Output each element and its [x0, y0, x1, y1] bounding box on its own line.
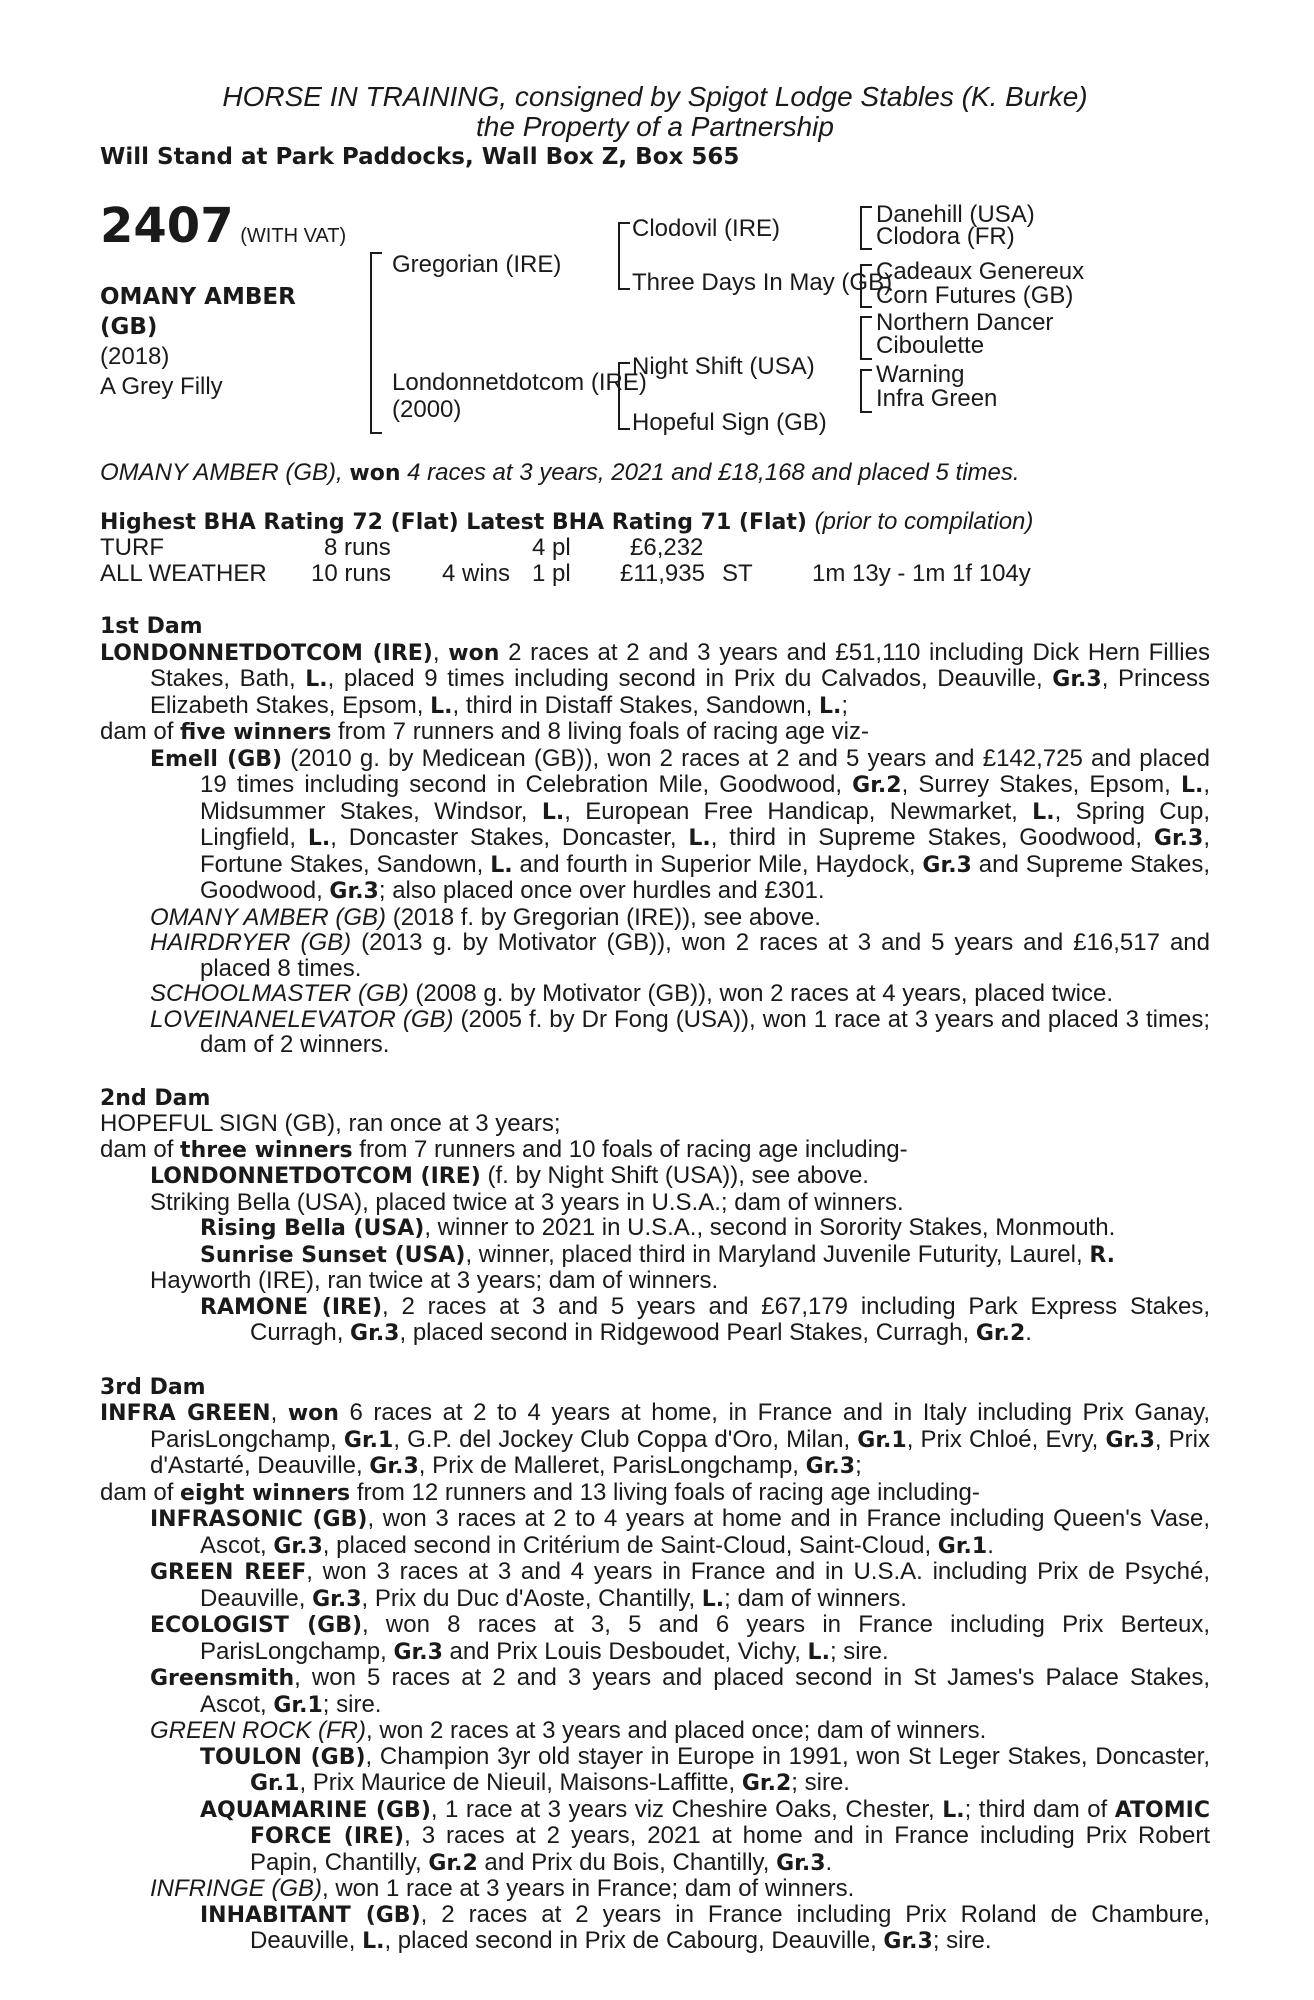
text-run: Gr.3	[312, 1586, 362, 1612]
stat-places: 1 pl	[532, 559, 571, 587]
catalogue-page	[100, 82, 1210, 1955]
perf-text: 4 races at 3 years, 2021 and £18,168 and placed 5 times.	[400, 459, 1020, 486]
text-run: L.	[430, 693, 453, 719]
rating-text: Highest BHA Rating 72 (Flat) Latest BHA Rating 71 (Flat)	[100, 509, 807, 535]
vat-note: (WITH VAT)	[240, 225, 347, 247]
stat-distance: 1m 13y - 1m 1f 104y	[812, 559, 1031, 587]
text-run: Gr.3	[329, 879, 379, 904]
text-run: , placed 9 times including second in Prix du Calvados, Deauville,	[327, 665, 1053, 692]
stat-wins: 4 wins	[442, 559, 511, 587]
pedigree-brace	[618, 222, 630, 290]
first-dam-section	[100, 614, 1210, 1058]
text-run: Emell (GB)	[150, 746, 283, 772]
text-run: dam of	[100, 718, 181, 745]
pedigree-dam-year: (2000)	[392, 396, 462, 423]
text-run: , European Free Handicap, Newmarket,	[564, 797, 1033, 825]
text-run: INHABITANT (GB)	[200, 1902, 421, 1928]
stat-label: ALL WEATHER	[100, 559, 267, 587]
text-run: (2018 f. by Gregorian (IRE)), see above.	[386, 903, 821, 931]
produce-entry-green-rock	[100, 1718, 1210, 1744]
text-run: , Spring Cup, Lingfield,	[200, 797, 1211, 851]
text-run: , Midsummer Stakes, Windsor,	[200, 771, 1210, 825]
text-run: , Prix de Malleret, ParisLongchamp,	[418, 1452, 806, 1479]
pedigree-block	[100, 198, 1210, 442]
text-run: , Fortune Stakes, Sandown,	[200, 824, 1210, 878]
text-run: Gr.2	[852, 773, 902, 798]
text-run: Gr.1	[343, 1427, 394, 1453]
horse-year: (2018)	[100, 343, 170, 370]
text-run: , placed second in Ridgewood Pearl Stakes, Curragh,	[399, 1319, 976, 1346]
text-run: (2005 f. by Dr Fong (USA)), won 1 race at 3 years and placed 3 times; dam of 2 winners.	[200, 1005, 1210, 1058]
text-run: ; also placed once over hurdles and £301.	[378, 877, 825, 904]
text-run: ;	[841, 691, 849, 719]
text-run: , Princess Elizabeth Stakes, Epsom,	[150, 665, 1210, 719]
text-run: Gr.3	[883, 1929, 933, 1954]
pedigree-brace	[370, 252, 382, 434]
text-run: Gr.3	[273, 1533, 323, 1559]
text-run: ATOMIC FORCE (IRE)	[250, 1797, 1210, 1849]
text-run: , 2 races at 3 and 5 years and £67,179 including Park Express Stakes, Curragh,	[250, 1292, 1210, 1346]
text-run: Gr.3	[1105, 1427, 1155, 1453]
text-run: INFRINGE (GB)	[150, 1875, 322, 1902]
text-run: HAIRDRYER (GB)	[150, 929, 352, 956]
text-run: from 12 runners and 13 living foals of racing age including-	[350, 1478, 980, 1506]
text-run: , winner to 2021 in U.S.A., second in Sorority Stakes, Monmouth.	[424, 1214, 1116, 1241]
text-run: , winner, placed third in Maryland Juvenile Futurity, Laurel,	[465, 1240, 1090, 1268]
produce-entry-striking-bella: Striking Bella (USA), placed twice at 3 years in U.S.A.; dam of winners.	[150, 1188, 904, 1216]
produce-entry-schoolmaster	[100, 981, 1210, 1007]
text-run: , Prix Maurice de Nieuil, Maisons-Laffitte,	[299, 1769, 742, 1796]
text-run: INFRASONIC (GB)	[150, 1507, 368, 1532]
lot-number-value: 2407	[100, 198, 234, 254]
text-run: ; third dam of	[964, 1795, 1115, 1823]
produce-summary	[100, 1480, 1210, 1507]
produce-entry-rising-bella	[100, 1215, 1210, 1242]
text-run: L.	[1032, 799, 1055, 825]
text-run: R.	[1089, 1242, 1116, 1268]
text-run: , third in Distaff Stakes, Sandown,	[452, 691, 819, 719]
text-run: ;	[855, 1452, 862, 1479]
text-run: .	[987, 1531, 994, 1559]
stat-prize: £6,232	[630, 534, 704, 561]
horse-description: A Grey Filly	[100, 373, 223, 400]
produce-entry-greensmith	[100, 1665, 1210, 1718]
text-run: Gr.2	[741, 1771, 792, 1796]
text-run: eight winners	[180, 1480, 351, 1506]
text-run: L.	[807, 1639, 830, 1665]
text-run: , placed second in Critérium de Saint-Cloud, Saint-Cloud,	[322, 1531, 938, 1559]
pedigree-ddd: Infra Green	[876, 385, 998, 412]
text-run: Gr.3	[1153, 826, 1204, 851]
pedigree-sds: Cadeaux Genereux	[876, 258, 1085, 285]
text-run: , 2 races at 2 years in France including Prix Roland de Chambure, Deauville,	[250, 1900, 1210, 1954]
text-run: L.	[1180, 773, 1204, 798]
produce-entry-infrasonic	[100, 1506, 1210, 1559]
pedigree-dam: Londonnetdotcom (IRE)	[392, 369, 647, 396]
text-run: , Surrey Stakes, Epsom,	[901, 771, 1181, 798]
stats-row-aw	[100, 561, 1210, 587]
text-run: 6 races at 2 to 4 years at home, in France and in Italy including Prix Ganay, ParisLongchamp,	[150, 1399, 1210, 1453]
text-run: (2013 g. by Motivator (GB)), won 2 races at 3 and 5 years and £16,517 and placed 8 times.	[200, 929, 1210, 982]
text-run: Gr.3	[805, 1454, 856, 1479]
text-run: , Champion 3yr old stayer in Europe in 1991, won St Leger Stakes, Doncaster,	[365, 1742, 1210, 1770]
pedigree-dam-dam: Hopeful Sign (GB)	[632, 409, 827, 436]
text-run: Gr.1	[937, 1533, 988, 1559]
text-run: , 1 race at 3 years viz Cheshire Oaks, Chester,	[430, 1795, 943, 1823]
stat-surface: ST	[722, 559, 753, 587]
text-run: OMANY AMBER (GB)	[150, 903, 387, 931]
pedigree-brace	[860, 206, 872, 250]
stat-label: TURF	[100, 534, 164, 561]
section-heading: 3rd Dam	[100, 1374, 206, 1400]
produce-entry-sunrise-sunset	[100, 1242, 1210, 1269]
text-run: L.	[362, 1929, 385, 1954]
text-run: .	[1025, 1319, 1032, 1346]
text-run: (f. by Night Shift (USA)), see above.	[480, 1162, 869, 1189]
pedigree-brace	[860, 316, 872, 360]
text-run: , won 3 races at 2 to 4 years at home and in France including Queen's Vase, Ascot,	[200, 1505, 1210, 1559]
produce-summary	[100, 1137, 1210, 1164]
text-run: Gr.2	[428, 1850, 478, 1876]
text-run: , Prix Chloé, Evry,	[906, 1425, 1106, 1453]
produce-entry-londonnetdotcom	[100, 1163, 1210, 1190]
text-run: Gr.1	[273, 1692, 323, 1718]
section-heading: 1st Dam	[100, 614, 203, 639]
rating-note: (prior to compilation)	[814, 507, 1034, 535]
text-run: RAMONE (IRE)	[200, 1294, 383, 1320]
text-run: five winners	[180, 720, 332, 745]
text-run: Gr.3	[776, 1850, 826, 1876]
stat-runs: 8 runs	[324, 534, 391, 561]
text-run: ; sire.	[322, 1690, 382, 1718]
text-run: Gr.3	[922, 852, 972, 878]
produce-entry-aquamarine: AQUAMARINE (GB), 1 race at 3 years viz Cheshire Oaks, Chester, L.; third dam of ATOMIC FORCE (IRE), 3 races at 2 years, 2021 at home and in France including Prix Robert Papin, Chantilly, Gr.2 and Prix du Bois, Chantilly, Gr.3.	[200, 1795, 1210, 1876]
pedigree-dds: Warning	[876, 361, 965, 388]
text-run: L.	[305, 667, 328, 692]
dam-entry: INFRA GREEN, won 6 races at 2 to 4 years at home, in France and in Italy including Prix Ganay, ParisLongchamp, Gr.1, G.P. del Jockey Club Coppa d'Oro, Milan, Gr.1, Prix Chloé, Evry, Gr.3, Prix d'Astarté, Deauville, Gr.3, Prix de Malleret, ParisLongchamp, Gr.3;	[100, 1399, 1211, 1479]
text-run: GREEN ROCK (FR)	[150, 1717, 366, 1744]
pedigree-sire-sire: Clodovil (IRE)	[632, 215, 781, 242]
text-run: , won 8 races at 3, 5 and 6 years in France including Prix Berteux, ParisLongchamp,	[200, 1611, 1210, 1665]
section-heading: 2nd Dam	[100, 1085, 211, 1111]
text-run: and Prix Louis Desboudet, Vichy,	[442, 1637, 808, 1665]
text-run: GREEN REEF	[150, 1560, 307, 1585]
text-run: , won 5 races at 2 and 3 years and placed second in St James's Palace Stakes, Ascot,	[200, 1664, 1210, 1718]
text-run: and Supreme Stakes, Goodwood,	[200, 850, 1211, 904]
stats-row-turf	[100, 535, 1210, 561]
consignor-text: HORSE IN TRAINING, consigned by Spigot Lodge Stables (K. Burke)	[222, 81, 1088, 112]
text-run: , won 3 races at 3 and 4 years in France and in U.S.A. including Prix de Psyché, Deauville,	[200, 1558, 1210, 1612]
text-run: L.	[688, 826, 711, 851]
text-run: Gr.3	[369, 1454, 419, 1479]
text-run: ECOLOGIST (GB)	[150, 1613, 363, 1638]
text-run: Gr.1	[250, 1771, 300, 1796]
pedigree-brace	[860, 264, 872, 308]
horse-country: (GB)	[100, 314, 158, 340]
produce-entry-infringe	[100, 1876, 1210, 1902]
perf-horse: OMANY AMBER (GB)	[100, 459, 337, 486]
pedigree-sire-dam: Three Days In May (GB)	[632, 269, 893, 296]
text-run: ; sire.	[791, 1769, 850, 1796]
produce-entry-omany	[100, 905, 1210, 931]
produce-entry-inhabitant	[100, 1902, 1210, 1955]
text-run: ; dam of winners.	[724, 1584, 907, 1612]
consignor-line	[100, 82, 1210, 142]
text-run: (2010 g. by Medicean (GB)), won 2 races at 2 and 5 years and £142,725 and placed 19 times including second in Celebration Mile, Goodwood,	[200, 744, 1210, 798]
text-run: Gr.2	[975, 1321, 1026, 1346]
text-run: , won 1 race at 3 years in France; dam of winners.	[322, 1875, 855, 1902]
produce-entry-green-reef	[100, 1559, 1210, 1612]
text-run: from 7 runners and 10 foals of racing age including-	[352, 1135, 908, 1163]
text-run: 2 races at 2 and 3 years and £51,110 including Dick Hern Fillies Stakes, Bath,	[150, 638, 1210, 692]
text-run: dam of	[100, 1478, 181, 1506]
text-run: Sunrise Sunset (USA)	[200, 1242, 466, 1268]
pedigree-sire: Gregorian (IRE)	[392, 251, 562, 278]
produce-entry-toulon	[100, 1744, 1210, 1797]
text-run: LONDONNETDOTCOM (IRE)	[150, 1164, 481, 1189]
produce-summary	[100, 719, 1210, 746]
horse-name: OMANY AMBER	[100, 284, 296, 310]
text-run: , won 2 races at 3 years and placed once; dam of winners.	[366, 1717, 987, 1744]
text-run: L.	[490, 852, 513, 878]
stat-prize: £11,935	[620, 559, 705, 587]
text-run: Gr.3	[1052, 667, 1102, 692]
owner-text: the Property of a Partnership	[476, 111, 834, 142]
text-run: won	[448, 640, 500, 666]
text-run: Gr.1	[857, 1427, 907, 1453]
text-run: ; sire.	[932, 1927, 992, 1954]
text-run: , Doncaster Stakes, Doncaster,	[330, 824, 689, 851]
text-run: , Prix d'Astarté, Deauville,	[150, 1425, 1211, 1479]
stat-places: 4 pl	[532, 534, 571, 561]
perf-won: won	[349, 461, 401, 486]
text-run: Gr.3	[393, 1639, 443, 1665]
pedigree-sdd: Corn Futures (GB)	[876, 282, 1074, 309]
pedigree-brace	[860, 369, 872, 413]
text-run: L.	[541, 799, 565, 825]
produce-entry-loveinanelevator	[100, 1007, 1210, 1058]
text-run: LONDONNETDOTCOM (IRE)	[100, 640, 433, 666]
text-run: won	[287, 1401, 339, 1426]
text-run: , 3 races at 2 years, 2021 at home and in France including Prix Robert Papin, Chantilly,	[250, 1822, 1210, 1876]
text-run: (2008 g. by Motivator (GB)), won 2 races at 4 years, placed twice.	[408, 980, 1113, 1007]
text-run: AQUAMARINE (GB)	[200, 1797, 431, 1823]
produce-entry-ramone	[100, 1294, 1210, 1347]
bha-rating	[100, 509, 1210, 536]
text-run: and Prix du Bois, Chantilly,	[477, 1848, 777, 1876]
pedigree-dam-sire: Night Shift (USA)	[632, 353, 815, 380]
text-run: L.	[942, 1797, 965, 1823]
text-run: LOVEINANELEVATOR (GB)	[150, 1005, 454, 1033]
stat-runs: 10 runs	[311, 559, 392, 587]
stand-location: Will Stand at Park Paddocks, Wall Box Z, Box 565	[100, 144, 740, 170]
text-run: dam of	[100, 1135, 181, 1163]
dam-entry: LONDONNETDOTCOM (IRE), won 2 races at 2 and 3 years and £51,110 including Dick Hern Fillies Stakes, Bath, L., placed 9 times including second in Prix du Calvados, Deauville, Gr.3, Princess Elizabeth Stakes, Epsom, L., third in Distaff Stakes, Sandown, L.;	[100, 638, 1210, 719]
produce-entry-hairdryer	[100, 930, 1210, 981]
pedigree-sss: Danehill (USA)	[876, 201, 1035, 228]
text-run: L.	[818, 693, 842, 719]
pedigree-brace	[618, 362, 630, 430]
text-run: Greensmith	[150, 1666, 295, 1691]
produce-entry-ecologist	[100, 1612, 1210, 1665]
text-run: SCHOOLMASTER (GB)	[150, 980, 409, 1007]
second-dam-section	[100, 1086, 1210, 1347]
horse-info	[100, 282, 340, 402]
text-run: and fourth in Superior Mile, Haydock,	[512, 850, 923, 878]
text-run: three winners	[180, 1137, 353, 1163]
text-run: , G.P. del Jockey Club Coppa d'Oro, Milan,	[393, 1425, 858, 1453]
text-run: Rising Bella (USA)	[200, 1216, 425, 1241]
pedigree-dss: Northern Dancer	[876, 309, 1054, 336]
pedigree-dsd: Ciboulette	[876, 332, 985, 359]
race-record: OMANY AMBER (GB), won 4 races at 3 years, 2021 and £18,168 and placed 5 times.	[100, 459, 1020, 486]
lot-number	[100, 198, 347, 254]
third-dam-section	[100, 1375, 1210, 1955]
text-run: from 7 runners and 8 living foals of racing age viz-	[331, 718, 869, 745]
pedigree-ssd: Clodora (FR)	[876, 223, 1015, 250]
produce-entry-emell	[100, 746, 1210, 905]
text-run: Gr.3	[350, 1321, 400, 1346]
produce-entry-hayworth: Hayworth (IRE), ran twice at 3 years; dam of winners.	[150, 1267, 719, 1294]
text-run: , Prix du Duc d'Aoste, Chantilly,	[361, 1584, 702, 1612]
text-run: TOULON (GB)	[200, 1744, 366, 1770]
text-run: INFRA GREEN	[100, 1401, 271, 1426]
text-run: L.	[701, 1586, 725, 1612]
text-run: , placed second in Prix de Cabourg, Deauville,	[384, 1927, 884, 1954]
text-run: L.	[307, 826, 331, 851]
dam-entry: HOPEFUL SIGN (GB), ran once at 3 years;	[100, 1110, 561, 1137]
text-run: , third in Supreme Stakes, Goodwood,	[710, 824, 1154, 851]
text-run: ; sire.	[829, 1637, 889, 1665]
